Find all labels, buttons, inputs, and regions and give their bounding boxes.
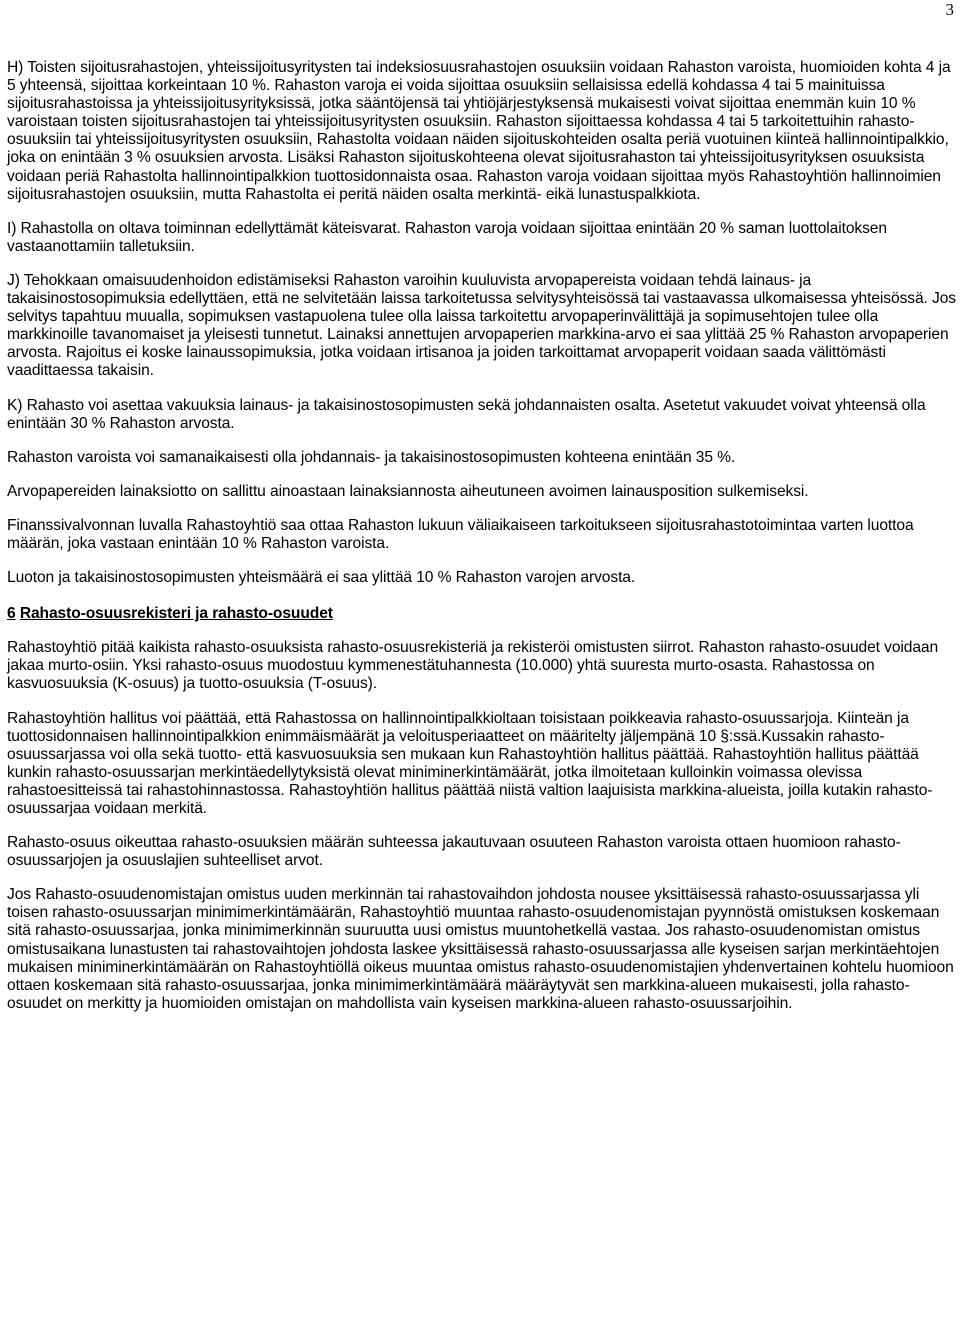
section-paragraph-conversion: Jos Rahasto-osuudenomistajan omistus uuden merkinnän tai rahastovaihdon johdosta nousee yksittäisessä rahasto-osuussarjassa yli toisen rahasto-osuussarjan minimimerkintämäärän, Rahastoyhtiö muuntaa rahasto-osuudenomistajan pyynnöstä omistuksen koskemaan sitä rahasto-osuussarjaa, jonka minimimerkinnän suuruutta uusi omistus muuntohetkellä vastaa. Jos rahasto-osuudenomistan omistus omistusaikana lunastusten tai rahastovaihtojen johdosta laskee yksittäisessä rahasto-osuussarjassa alle kyseisen sarjan merkintäehtojen mukaisen miniminerkintämäärän on Rahastoyhtiöllä oikeus muuntaa omistus rahasto-osuudenomistajien yhdenvertainen kohtelu huomioon ottaen koskemaan sitä rahasto-osuussarjaa, jonka minimimerkintämäärä määräytyvät sen markkina-alueen mukaisesti, jolla rahasto-osuudet on merkitty ja huomioiden omistajan on mahdollista vain kyseisen markkina-alueen rahasto-osuussarjoihin. xyxy=(7,886,954,1012)
document-body xyxy=(7,59,957,1029)
paragraph-loan-total: Luoton ja takaisinostosopimusten yhteismäärä ei saa ylittää 10 % Rahaston varojen arvosta. xyxy=(7,569,636,587)
paragraph-h: H) Toisten sijoitusrahastojen, yhteissijoitusyritysten tai indeksiosuusrahastojen osuuksiin voidaan Rahaston varoista, huomioiden kohta 4 ja 5 yhteensä, sijoittaa korkeintaan 10 %. Rahaston varoja ei voida sijoittaa osuuksiin sellaisissa edellä kohdassa 4 tai 5 mainituissa sijoitusrahastoissa ja yhteissijoitusyrityksissä, jotka sääntöjensä tai yhtiöjärjestyksensä mukaisesti voivat sijoittaa enemmän kuin 10 % varoistaan toisten sijoitusrahastojen tai yhteissijoitusyritysten osuuksiin. Rahaston sijoittaessa kohdassa 4 tai 5 tarkoitettuihin rahasto-osuuksiin tai yhteissijoitusyritysten osuuksiin, Rahastolta voidaan näiden sijoituskohteiden osalta periä vuotuinen kiinteä hallinnointipalkkio, joka on enintään 3 % osuuksien arvosta. Lisäksi Rahaston sijoituskohteena olevat sijoitusrahaston tai yhteissijoitusyrityksen osuuksista voidaan periä Rahastolta hallinnointipalkkion tuottosidonnaista osaa. Rahaston varoja voidaan sijoittaa myös Rahastoyhtiön hallinnoimien sijoitusrahastojen osuuksiin, mutta Rahastolta ei peritä näiden osalta merkintä- eikä lunastuspalkkiota. xyxy=(7,59,951,203)
page-number: 3 xyxy=(945,0,954,19)
paragraph-j: J) Tehokkaan omaisuudenhoidon edistämiseksi Rahaston varoihin kuuluvista arvopapereista voidaan tehdä lainaus- ja takaisinostosopimuksia edellyttäen, että ne selvitetään laissa tarkoitetussa selvitysyhteisössä tai vastaavassa ulkomaisessa yhteisössä. Jos selvitys tapahtuu muualla, sopimuksen vastapuolena tulee olla laissa tarkoitettu arvopaperinvälittäjä ja sopimusehtojen tulee olla markkinoille tavanomaiset ja yleisesti tunnetut. Lainaksi annettujen arvopaperien markkina-arvo ei saa ylittää 25 % Rahaston arvopaperien arvosta. Rajoitus ei koske lainaussopimuksia, jotka voidaan irtisanoa ja joiden tarkoittamat arvopaperit voidaan saada välittömästi vaadittaessa takaisin. xyxy=(7,271,956,380)
paragraph-i: I) Rahastolla on oltava toiminnan edellyttämät käteisvarat. Rahaston varoja voidaan sijoittaa enintään 20 % saman luottolaitoksen vastaanottamiin talletuksiin. xyxy=(7,219,887,255)
section-heading xyxy=(7,605,957,623)
paragraph-derivatives: Rahaston varoista voi samanaikaisesti olla johdannais- ja takaisinostosopimusten kohteena enintään 35 %. xyxy=(7,448,736,466)
section-title: Rahasto-osuusrekisteri ja rahasto-osuudet xyxy=(19,605,333,623)
section-paragraph-register: Rahastoyhtiö pitää kaikista rahasto-osuuksista rahasto-osuusrekisteriä ja rekisteröi omistusten siirrot. Rahaston rahasto-osuudet voidaan jakaa murto-osiin. Yksi rahasto-osuus muodostuu kymmenestätuhannesta (10.000) yhtä suuresta murto-osasta. Rahastossa on kasvuosuuksia (K-osuus) ja tuotto-osuuksia (T-osuus). xyxy=(7,639,939,693)
paragraph-k: K) Rahasto voi asettaa vakuuksia lainaus- ja takaisinostosopimusten sekä johdannaisten osalta. Asetetut vakuudet voivat yhteensä olla enintään 30 % Rahaston arvosta. xyxy=(7,396,926,432)
paragraph-lending: Arvopapereiden lainaksiotto on sallittu ainoastaan lainaksiannosta aiheutuneen avoimen lainausposition sulkemiseksi. xyxy=(7,482,809,500)
section-paragraph-series: Rahastoyhtiön hallitus voi päättää, että Rahastossa on hallinnointipalkkioltaan toisistaan poikkeavia rahasto-osuussarjoja. Kiinteän ja tuottosidonnaisen hallinnointipalkkion enimmäismäärät ja veloitusperiaatteet on määritelty jäljempänä 10 §:ssä.Kussakin rahasto-osuussarjassa voi olla sekä tuotto- että kasvuosuuksia sen mukaan kun Rahastoyhtiön hallitus päättää. Rahastoyhtiön hallitus päättää kunkin rahasto-osuussarjan merkintäedellytyksistä olevat miniminerkintämäärät, jotka ilmoitetaan kulloinkin voimassa olevissa rahastoesitteissä tai rahastohinnastossa. Rahastoyhtiön hallitus päättää niistä valtion laajuisista markkina-alueista, joilla kutakin rahasto-osuussarjaa voidaan merkitä. xyxy=(7,709,933,817)
paragraph-fsa: Finanssivalvonnan luvalla Rahastoyhtiö saa ottaa Rahaston lukuun väliaikaiseen tarkoitukseen sijoitusrahastotoimintaa varten luottoa määrän, joka vastaan enintään 10 % Rahaston varoista. xyxy=(7,516,914,552)
section-number: 6 xyxy=(7,605,16,623)
section-paragraph-entitlement: Rahasto-osuus oikeuttaa rahasto-osuuksien määrän suhteessa jakautuvaan osuuteen Rahaston varoista ottaen huomioon rahasto-osuussarjojen ja osuuslajien suhteelliset arvot. xyxy=(7,834,901,870)
